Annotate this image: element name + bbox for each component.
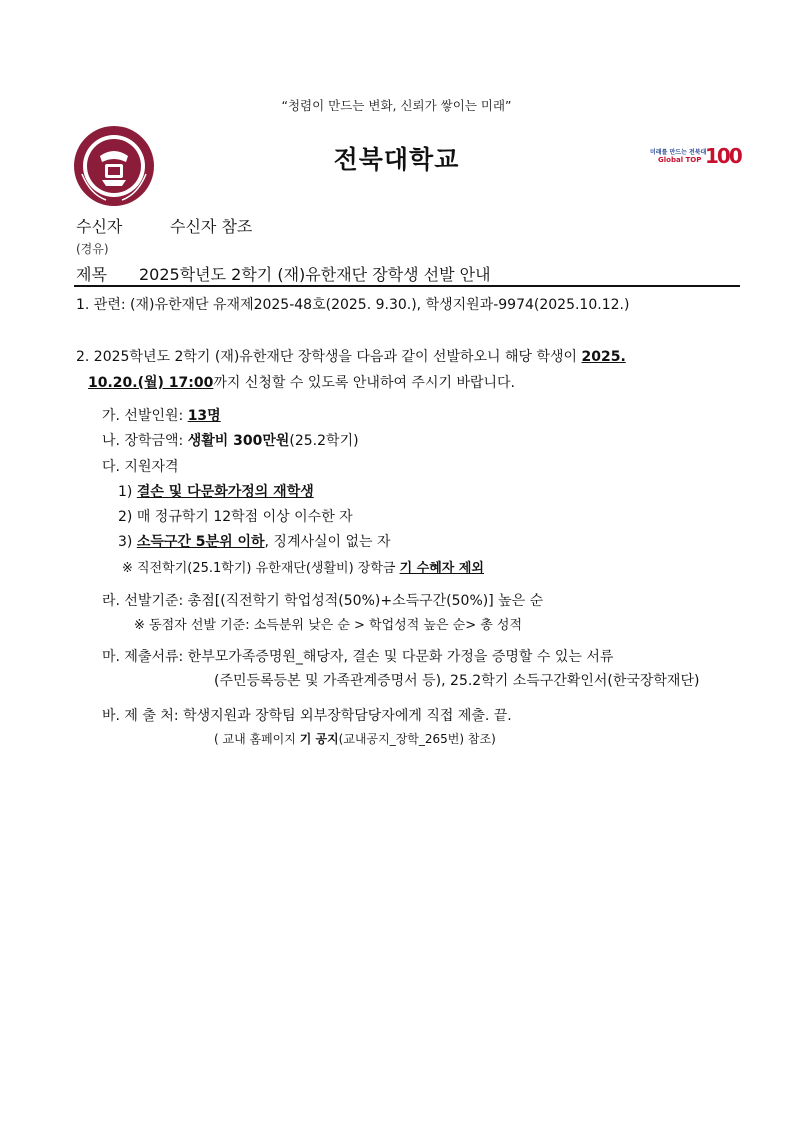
item-2-line-2	[88, 372, 515, 392]
da-note	[122, 557, 484, 576]
badge-line2: Global TOP	[658, 156, 702, 164]
ga-value: 13명	[187, 408, 221, 424]
da3-num: 3)	[118, 534, 137, 550]
na-amount: 생활비 300만원	[187, 433, 290, 449]
global-top-100-badge	[650, 144, 741, 170]
item-2-text-post: 까지 신청할 수 있도록 안내하여 주시기 바랍니다.	[213, 375, 516, 391]
item-na	[102, 430, 359, 450]
ba-note-bold: 기 공지	[299, 732, 339, 746]
da-note-bold: 기 수혜자 제외	[399, 561, 484, 576]
ra-note: ※ 동점자 선발 기준: 소득분위 낮은 순 > 학업성적 높은 순> 총 성적	[134, 618, 523, 633]
item-ma-line-1: 마. 제출서류: 한부모가족증명원_해당자, 결손 및 다문화 가정을 증명할 수 있는 서류	[102, 649, 614, 665]
slogan: “청렴이 만드는 변화, 신뢰가 쌓이는 미래”	[281, 98, 512, 113]
ga-label: 가. 선발인원:	[102, 408, 188, 424]
item-2-deadline-year: 2025.	[581, 349, 626, 365]
item-ga	[102, 405, 221, 425]
item-ba: 바. 제 출 처: 학생지원과 장학팀 외부장학담당자에게 직접 제출. 끝.	[102, 708, 512, 724]
na-term: (25.2학기)	[289, 433, 359, 449]
subject-divider	[74, 285, 740, 287]
recipient-value: 수신자 참조	[170, 217, 253, 236]
badge-line1: 미래를 만드는 전북대	[650, 149, 707, 156]
da1-text: 결손 및 다문화가정의 재학생	[136, 484, 314, 500]
da-qualification-1	[118, 481, 314, 501]
da-note-text: ※ 직전학기(25.1학기) 유한재단(생활비) 장학금	[122, 561, 400, 576]
ba-note	[214, 730, 496, 747]
da1-num: 1)	[118, 484, 137, 500]
item-1-related: 1. 관련: (재)유한재단 유재제2025-48호(2025. 9.30.), 학생지원과-9974(2025.10.12.)	[76, 297, 630, 313]
item-ra: 라. 선발기준: 총점[(직전학기 학업성적(50%)+소득구간(50%)] 높은 순	[102, 593, 544, 609]
da3-bold: 소득구간 5분위 이하	[136, 534, 265, 550]
item-da: 다. 지원자격	[102, 459, 179, 475]
ba-note-post: (교내공지_장학_265번) 참조)	[338, 732, 496, 746]
ba-note-pre: ( 교내 홈페이지	[214, 732, 300, 746]
item-2-line-1	[76, 346, 626, 366]
da3-post: , 징계사실이 없는 자	[264, 534, 391, 550]
subject-value: 2025학년도 2학기 (재)유한재단 장학생 선발 안내	[139, 265, 491, 284]
recipient-label: 수신자	[76, 217, 123, 236]
via-label: (경유)	[76, 242, 109, 256]
da-qualification-2: 2) 매 정규학기 12학점 이상 이수한 자	[118, 509, 353, 525]
item-2-deadline-date: 10.20.(월) 17:00	[88, 375, 214, 391]
subject-label: 제목	[76, 265, 107, 284]
item-ma-line-2: (주민등록등본 및 가족관계증명서 등), 25.2학기 소득구간확인서(한국장학재단)	[214, 673, 700, 689]
item-2-text: 2. 2025학년도 2학기 (재)유한재단 장학생을 다음과 같이 선발하오니 해당 학생이	[76, 349, 582, 365]
da-qualification-3	[118, 531, 391, 551]
university-name: 전북대학교	[333, 145, 460, 174]
na-label: 나. 장학금액:	[102, 433, 188, 449]
badge-number: 100	[705, 144, 741, 168]
